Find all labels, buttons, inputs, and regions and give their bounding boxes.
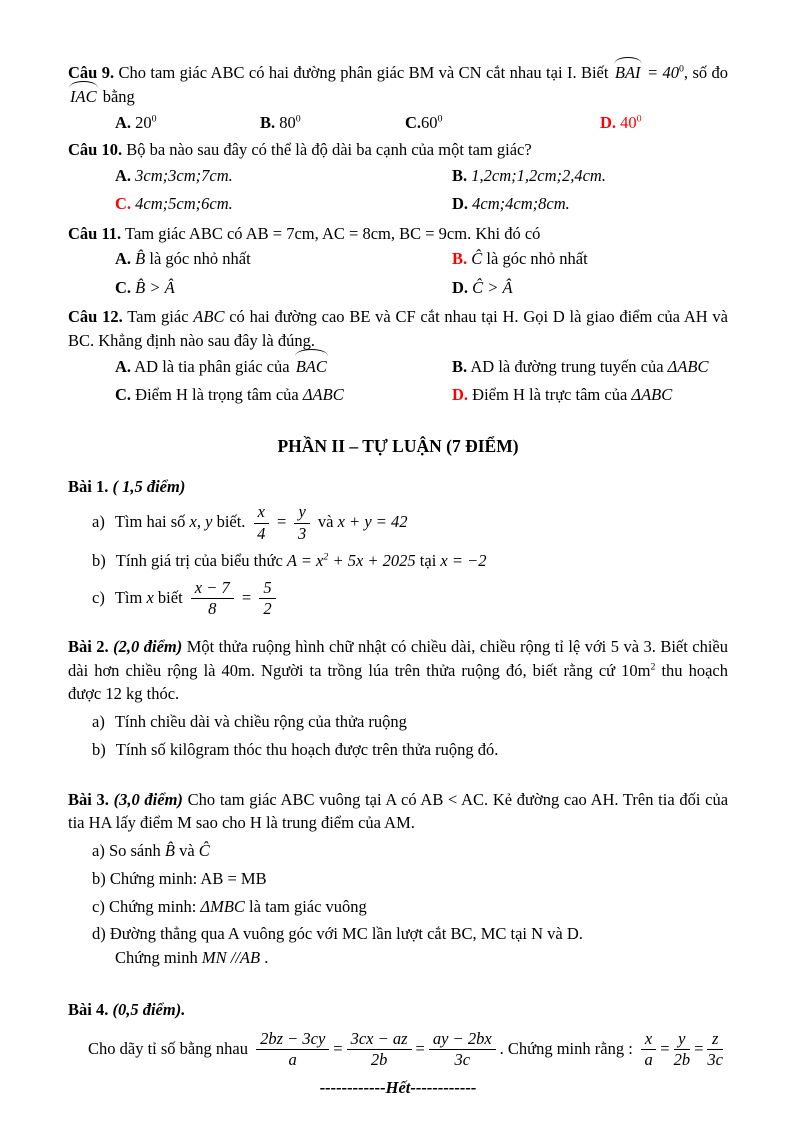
question-12-option-a (115, 353, 452, 381)
problem-3 (68, 788, 728, 970)
widehat-BAC: BAC (294, 353, 329, 381)
fraction-ay-2bx-over-3c (429, 1030, 496, 1070)
option-b-value: 1,2cm;1,2cm;2,4cm. (471, 165, 606, 185)
option-a-text: là góc nhỏ nhất (145, 249, 251, 269)
item-c-mid: biết (153, 587, 187, 607)
angle-C-hat: Ĉ (471, 249, 483, 269)
end-marker (68, 1078, 728, 1098)
fraction-z-over-3c (707, 1030, 723, 1070)
numerator: 3cx − az (347, 1030, 412, 1050)
denominator: 2 (263, 599, 272, 619)
item-a-pre: Tìm hai số (114, 512, 190, 532)
question-9 (68, 61, 728, 135)
question-10-body: Bộ ba nào sau đây có thể là độ dài ba cạnh của một tam giác? (126, 140, 532, 160)
fraction-x-4 (254, 503, 269, 543)
item-a-pre: So sánh (108, 841, 165, 861)
question-11-options (68, 245, 728, 302)
option-c-label: C. (115, 277, 132, 297)
option-d-label: D. (600, 112, 617, 132)
problem-2-label: Bài 2. (68, 636, 109, 656)
item-d2-post: . (260, 948, 269, 968)
question-11-label: Câu 11. (68, 223, 122, 243)
condition-x-plus-y: x + y = 42 (337, 512, 408, 532)
equals-sign: = (694, 1038, 704, 1058)
option-b-text: AD là đường trung tuyến của (470, 356, 668, 376)
problem-1-item-a (68, 501, 728, 545)
question-10-option-b (452, 162, 728, 190)
equals-sign: = (333, 1038, 343, 1058)
item-a-text: Tính chiều dài và chiều rộng của thửa ruộng (114, 712, 407, 732)
widehat-BAI: BAI (613, 61, 643, 85)
question-9-option-d-correct (600, 110, 642, 136)
numerator: x − 7 (191, 579, 234, 599)
degree-superscript: 0 (678, 63, 684, 75)
option-a-label: A. (115, 249, 132, 269)
option-c-value: 4cm;5cm;6cm. (135, 194, 233, 214)
numerator: y (674, 1030, 691, 1050)
triangle-ABC: ΔABC (667, 356, 709, 376)
option-b-label: B. (452, 249, 468, 269)
end-marker-dashes-right: ------------ (410, 1077, 477, 1097)
end-marker-text: Hết (385, 1077, 411, 1097)
angle-C-hat: Ĉ (198, 841, 210, 861)
fraction-2bz-3cy-over-a (256, 1030, 329, 1070)
question-10-option-a (115, 162, 452, 190)
condition-x-eq: x = −2 (440, 551, 487, 571)
option-c-label: C. (115, 194, 132, 214)
question-11-body: Tam giác ABC có AB = 7cm, AC = 8cm, BC = 9cm. Khi đó có (125, 223, 541, 243)
question-10-option-c-correct (115, 190, 452, 218)
triangle-name-ABC: ABC (193, 307, 225, 327)
numerator: 2bz − 3cy (256, 1030, 329, 1050)
problem-4-points: (0,5 điểm). (112, 999, 186, 1019)
angle-bai-equation (613, 63, 684, 82)
option-b-label: B. (452, 356, 468, 376)
question-11-text (68, 222, 728, 246)
question-12-option-b (452, 353, 728, 381)
expression-A (287, 551, 416, 570)
question-12-body-1: Tam giác (127, 307, 194, 327)
question-9-label: Câu 9. (68, 63, 115, 82)
item-b-tai: tại (415, 551, 441, 571)
fraction-x-minus-7-over-8 (191, 579, 234, 619)
squared-superscript: 2 (323, 551, 329, 563)
problem-3-item-b (68, 867, 728, 891)
problem-4-pre: Cho dãy tỉ số bằng nhau (88, 1038, 253, 1058)
angle-B-hat: B̂ (135, 249, 146, 269)
problem-1-title (68, 477, 728, 497)
question-10-text (68, 138, 728, 162)
numerator: y (294, 503, 309, 523)
item-a-tag: a) (92, 841, 105, 861)
problem-3-body: Cho tam giác ABC vuông tại A có AB < AC. Kẻ đường cao AH. Trên tia đối của tia HA lấy điểm M sao cho H là trung điểm của AM. (68, 789, 729, 833)
denominator: 2b (370, 1050, 388, 1070)
problem-2-body-1: Một thửa ruộng hình chữ nhật có chiều dài, chiều rộng tỉ lệ với 5 và 3. Biết chiều dài hơn chiều rộng là 40m. Người ta trồng lúa trên thửa ruộng đó, biết rằng cứ 10m (68, 636, 729, 680)
problem-3-item-d (68, 922, 728, 946)
denominator: a (288, 1050, 297, 1070)
question-12-body-2: có hai đường cao BE và CF cắt nhau tại H. Gọi D là giao điểm của AH và BC. Khẳng định nào sau đây là đúng. (68, 307, 729, 350)
option-a-label: A. (115, 356, 132, 376)
question-12-options (68, 353, 728, 410)
option-b-label: B. (452, 165, 468, 185)
question-9-options (68, 110, 728, 136)
option-d-label: D. (452, 384, 469, 404)
problem-2-item-a (68, 710, 728, 734)
denominator: 3 (297, 523, 307, 543)
item-a-and: và (313, 512, 338, 532)
denominator: 3c (454, 1050, 471, 1070)
problem-1-item-c (68, 577, 728, 621)
equals-40: = 40 (646, 63, 679, 82)
widehat-IAC: IAC (68, 85, 99, 109)
question-11-option-b-correct (452, 245, 728, 273)
equals-sign: = (660, 1038, 670, 1058)
denominator: 2b (673, 1050, 691, 1070)
item-b-text: Tính số kilôgram thóc thu hoạch được trên thửa ruộng đó. (115, 739, 499, 759)
item-a-mid: và (174, 841, 199, 861)
problem-1-points: ( 1,5 điểm) (112, 477, 186, 497)
problem-4-mid: . Chứng minh rằng : (499, 1038, 637, 1058)
problem-2 (68, 635, 728, 762)
numerator: 5 (259, 579, 275, 599)
question-12-option-c (115, 381, 452, 409)
fraction-y-over-2b (674, 1030, 691, 1070)
item-a-mid: biết. (212, 512, 250, 532)
option-b-label: B. (260, 112, 276, 132)
parallel-MN-AB: MN //AB (201, 948, 261, 968)
fraction-x-over-a (641, 1030, 656, 1070)
problem-4-formula (68, 1028, 728, 1072)
equals-sign: = (277, 512, 287, 532)
item-d-tag: d) (92, 924, 106, 944)
question-9-option-c (405, 110, 600, 136)
question-11-option-d (452, 274, 728, 302)
problem-4 (68, 1000, 728, 1072)
option-c-value: B̂ > Â (135, 277, 175, 297)
degree-superscript: 0 (636, 113, 642, 124)
question-9-option-a (115, 110, 260, 136)
item-c-tag: c) (92, 896, 105, 916)
numerator: z (707, 1030, 723, 1050)
problem-1-item-b (68, 549, 728, 573)
question-11-option-a (115, 245, 452, 273)
option-d-value: Ĉ > Â (472, 277, 513, 297)
end-marker-dashes-left: ------------ (319, 1077, 386, 1097)
problem-1-label: Bài 1. (68, 477, 109, 497)
question-9-body-2: , số đo (683, 63, 729, 82)
option-a-value: 20 (135, 112, 152, 132)
fraction-5-over-2 (259, 579, 275, 619)
var-x: x (146, 587, 154, 607)
question-9-option-b (260, 110, 405, 136)
denominator: 3c (707, 1050, 723, 1070)
option-c-label: C. (115, 384, 132, 404)
expr-part-2: + 5x + 2025 (328, 551, 416, 571)
option-d-label: D. (452, 194, 469, 214)
question-9-text (68, 61, 728, 109)
item-b-tag: b) (92, 868, 106, 888)
question-11-option-c (115, 274, 452, 302)
option-a-value: 3cm;3cm;7cm. (135, 165, 233, 185)
denominator: 8 (208, 599, 217, 619)
angle-B-hat: B̂ (164, 841, 175, 861)
vars-xy: x, y (189, 512, 213, 532)
problem-3-item-c (68, 895, 728, 919)
question-10 (68, 138, 728, 219)
numerator: x (254, 503, 269, 523)
expr-part-1: A = x (286, 551, 324, 571)
degree-superscript: 0 (295, 113, 301, 124)
item-a-tag: a) (92, 512, 105, 532)
question-10-options (68, 162, 728, 219)
squared-superscript: 2 (650, 661, 656, 673)
item-d-text: Đường thẳng qua A vuông góc với MC lần lượt cắt BC, MC tại N và D. (109, 924, 583, 944)
fraction-3cx-az-over-2b (347, 1030, 412, 1070)
equals-sign: = (415, 1038, 425, 1058)
problem-3-points: (3,0 điểm) (113, 789, 183, 809)
triangle-MBC: ΔMBC (200, 896, 245, 916)
degree-superscript: 0 (437, 113, 443, 124)
item-c-pre: Chứng minh: (108, 896, 201, 916)
option-d-label: D. (452, 277, 469, 297)
numerator: x (641, 1030, 656, 1050)
option-b-value: 80 (279, 112, 296, 132)
item-b-tag: b) (92, 739, 106, 759)
question-12 (68, 305, 728, 409)
problem-3-item-d-continued (68, 946, 728, 970)
option-d-value: 4cm;4cm;8cm. (472, 194, 570, 214)
option-c-text: Điểm H là trọng tâm của (135, 384, 303, 404)
problem-3-label: Bài 3. (68, 789, 109, 809)
problem-1 (68, 477, 728, 621)
question-10-label: Câu 10. (68, 140, 123, 160)
item-c-post: là tam giác vuông (244, 896, 367, 916)
item-b-text: Chứng minh: AB = MB (109, 868, 267, 888)
option-a-label: A. (115, 165, 132, 185)
question-9-body-3: bằng (98, 86, 135, 106)
option-c-label: C. (405, 112, 422, 132)
question-10-option-d (452, 190, 728, 218)
denominator: 4 (257, 523, 266, 543)
denominator: a (644, 1050, 653, 1070)
item-c-pre: Tìm (114, 587, 147, 607)
option-d-value: 40 (620, 112, 637, 132)
option-c-value: 60 (421, 112, 438, 132)
question-12-label: Câu 12. (68, 307, 123, 327)
option-d-text: Điểm H là trực tâm của (472, 384, 632, 404)
fraction-y-3 (294, 503, 309, 543)
question-12-text (68, 305, 728, 353)
option-a-text: AD là tia phân giác của (134, 356, 294, 376)
problem-4-title (68, 1000, 728, 1020)
item-b-tag: b) (92, 551, 106, 571)
problem-2-item-b (68, 738, 728, 762)
option-a-label: A. (115, 112, 132, 132)
question-9-body-1: Cho tam giác ABC có hai đường phân giác BM và CN cắt nhau tại I. Biết (118, 63, 613, 82)
problem-2-text (68, 635, 728, 706)
option-b-text: là góc nhỏ nhất (482, 249, 588, 269)
problem-3-text (68, 788, 728, 836)
degree-superscript: 0 (151, 113, 157, 124)
triangle-ABC: ΔABC (302, 384, 344, 404)
problem-2-body-2: thu hoạch được 12 kg thóc. (68, 660, 728, 704)
question-12-option-d-correct (452, 381, 728, 409)
question-11 (68, 222, 728, 303)
problem-4-label: Bài 4. (68, 999, 109, 1019)
equals-sign: = (241, 587, 252, 607)
item-b-pre: Tính giá trị của biểu thức (115, 551, 287, 571)
triangle-ABC: ΔABC (631, 384, 673, 404)
problem-3-item-a (68, 839, 728, 863)
numerator: ay − 2bx (429, 1030, 496, 1050)
item-c-tag: c) (92, 587, 105, 607)
item-a-tag: a) (92, 712, 105, 732)
section-2-heading: PHẦN II – TỰ LUẬN (7 ĐIỂM) (277, 436, 519, 457)
item-d2-pre: Chứng minh (115, 948, 202, 968)
problem-2-points: (2,0 điểm) (113, 636, 183, 656)
